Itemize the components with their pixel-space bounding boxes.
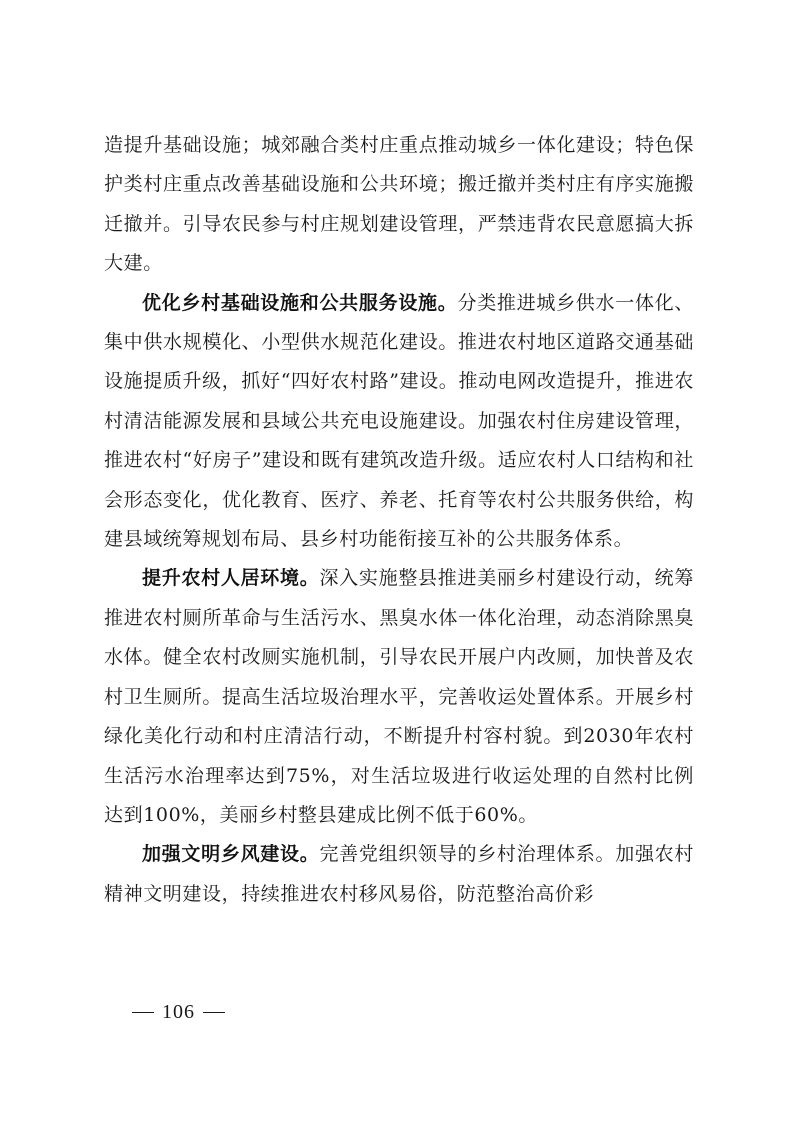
page-footer (124, 1001, 233, 1024)
paragraph-civilized-customs (104, 835, 694, 914)
footer-dash-right (203, 1012, 225, 1013)
paragraph-lead: 提升农村人居环境。 (142, 567, 320, 590)
paragraph-lead: 加强文明乡风建设。 (142, 843, 320, 866)
paragraph-lead: 优化乡村基础设施和公共服务设施。 (142, 291, 458, 314)
footer-dash-left (132, 1012, 154, 1013)
paragraph-text: 深入实施整县推进美丽乡村建设行动，统筹推进农村厕所革命与生活污水、黑臭水体一体化治理，动态消除黑臭水体。健全农村改厕实施机制，引导农民开展户内改厕，加快普及农村卫生厕所。提高生活垃圾治理水平，完善收运处置体系。开展乡村绿化美化行动和村庄清洁行动，不断提升村容村貌。到2030年农村生活污水治理率达到75%，对生活垃圾进行收运处理的自然村比例达到100%，美丽乡村整县建成比例不低于60%。 (104, 567, 694, 826)
paragraph-text: 分类推进城乡供水一体化、集中供水规模化、小型供水规范化建设。推进农村地区道路交通基础设施提质升级，抓好“四好农村路”建设。推动电网改造提升，推进农村清洁能源发展和县域公共充电设施建设。加强农村住房建设管理，推进农村“好房子”建设和既有建筑改造升级。适应农村人口结构和社会形态变化，优化教育、医疗、养老、托育等农村公共服务供给，构建县域统筹规划布局、县乡村功能衔接互补的公共服务体系。 (104, 291, 694, 551)
document-body (104, 126, 694, 914)
page-number: 106 (162, 1001, 195, 1023)
paragraph-text: 造提升基础设施；城郊融合类村庄重点推动城乡一体化建设；特色保护类村庄重点改善基础设施和公共环境；搬迁撤并类村庄有序实施搬迁撤并。引导农民参与村庄规划建设管理，严禁违背农民意愿搞大拆大建。 (104, 134, 694, 275)
paragraph-continuation (104, 126, 694, 284)
paragraph-infrastructure (104, 284, 694, 560)
paragraph-living-environment (104, 559, 694, 835)
paragraph-text: 完善党组织领导的乡村治理体系。加强农村精神文明建设，持续推进农村移风易俗，防范整治高价彩 (104, 843, 694, 905)
